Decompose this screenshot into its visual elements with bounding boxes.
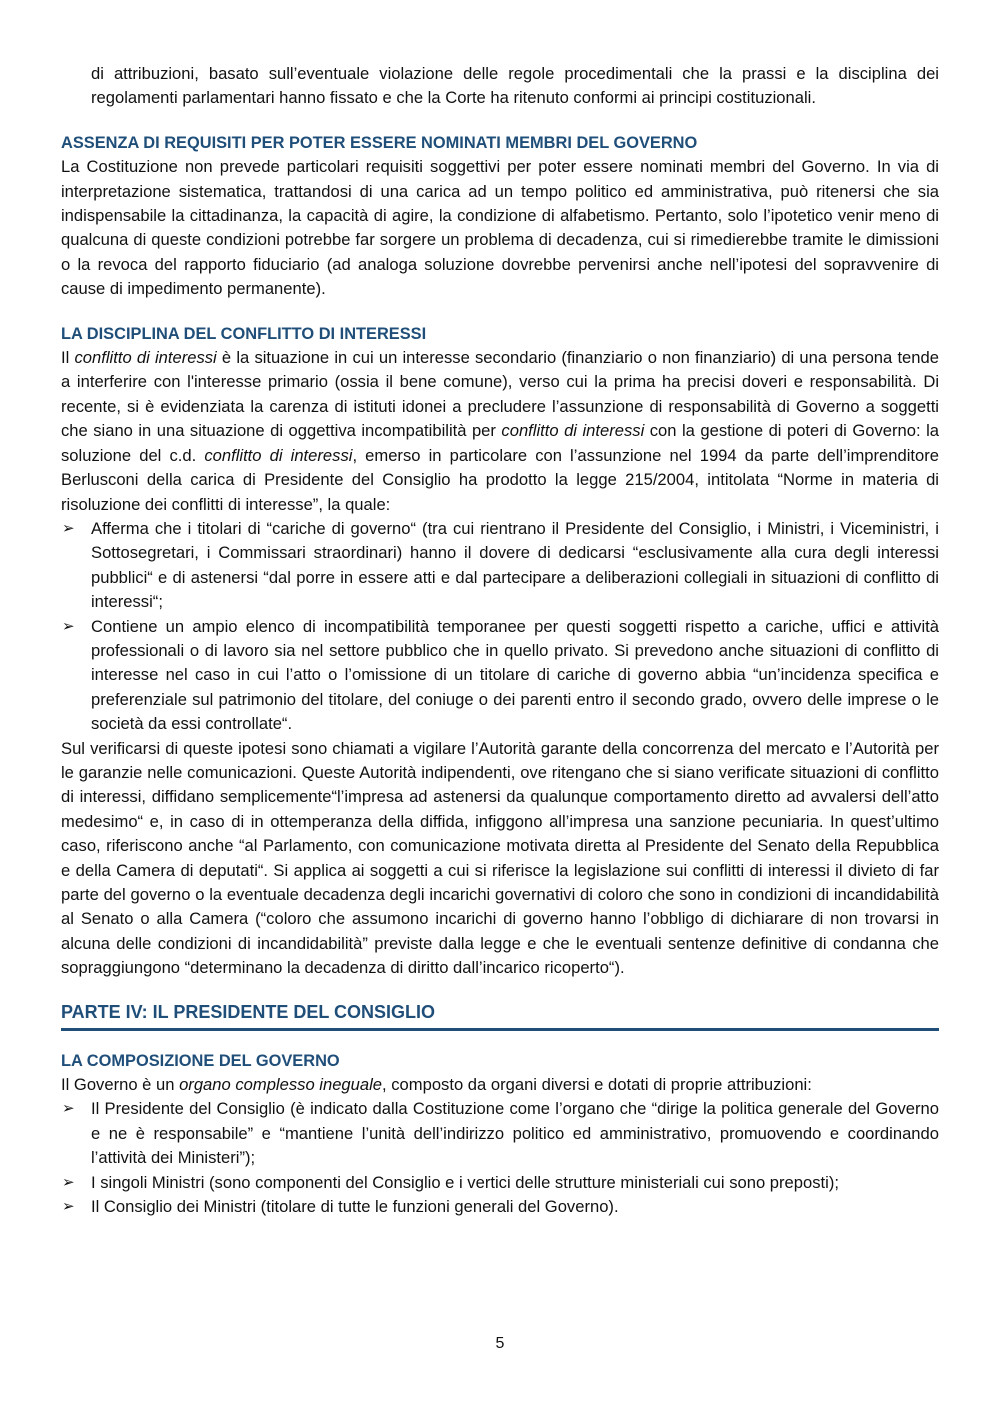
conflitto-bullet-list (61, 517, 939, 737)
list-item (61, 1171, 939, 1195)
italic-term: conflitto di interessi (501, 421, 645, 441)
arrow-bullet-icon: ➢ (62, 617, 75, 635)
arrow-bullet-icon: ➢ (62, 519, 75, 537)
list-item-text: Il Consiglio dei Ministri (titolare di tutte le funzioni generali del Governo). (91, 1197, 619, 1217)
section-conflitto-paragraph-2: Sul verificarsi di queste ipotesi sono chiamati a vigilare l’Autorità garante della concorrenza del mercato e l’Autorità per le garanzie nelle comunicazioni. Queste Autorità indipendenti, ove ritengano che si siano verificate situazioni di conflitto di interessi, diffidano semplicemente“l’impresa ad astenersi da qualunque comportamento diretto ad avvalersi dell’atto medesimo“ e, in caso di in ottemperanza della diffida, infiggono all’impresa una sanzione pecuniaria. In quest’ultimo caso, riferiscono anche “al Parlamento, con comunicazione motivata diretta al Presidente del Senato della Repubblica e della Camera di deputati“. Si applica ai soggetti a cui si riferisce la legislazione sui conflitti di interessi il divieto di far parte del governo o la eventuale decadenza degli incarichi governativi di coloro che sono in condizioni di incandidabilità al Senato o alla Camera (“coloro che assumono incarichi di governo hanno l’obbligo di dichiarare di non trovarsi in alcuna delle condizioni di incandidabilità” previste dalla legge e che le eventuali sentenze definitive di condanna che sopraggiungono “determinano la decadenza di diritto dall’incarico ricoperto“). (61, 738, 939, 978)
section-heading-composizione: LA COMPOSIZIONE DEL GOVERNO (61, 1051, 340, 1070)
section-heading-conflitto: LA DISCIPLINA DEL CONFLITTO DI INTERESSI (61, 324, 427, 343)
text-span: con la gestione di poteri di Governo: la soluzione del c.d. (61, 421, 939, 465)
arrow-bullet-icon: ➢ (62, 1100, 75, 1118)
document-page (61, 62, 939, 1219)
text-span: , composto da organi diversi e dotati di proprie attribuzioni: (382, 1075, 812, 1095)
text-span: , emerso in particolare con l’assunzione nel 1994 da parte dell’imprenditore Berlusconi della carica di Presidente del Consiglio ha prodotto la legge 215/2004, intitolata “Norme in materia di risoluzione dei conflitti di interesse”, la quale: (61, 445, 939, 514)
list-item (61, 1195, 939, 1219)
composizione-bullet-list (61, 1097, 939, 1219)
text-span: Il (61, 348, 75, 368)
page-number: 5 (495, 1335, 505, 1352)
intro-continuation-paragraph: di attribuzioni, basato sull’eventuale violazione delle regole procedimentali che la prassi e la disciplina dei regolamenti parlamentari hanno fissato e che la Corte ha ritenuto conformi ai principi costituzionali. (91, 64, 939, 108)
list-item (61, 615, 939, 737)
text-span: Il Governo è un (61, 1075, 180, 1095)
list-item-text: I singoli Ministri (sono componenti del Consiglio e i vertici delle strutture ministeriali cui sono preposti); (91, 1172, 839, 1192)
list-item-text: Afferma che i titolari di “cariche di governo“ (tra cui rientrano il Presidente del Consiglio, i Ministri, i Viceministri, i Sottosegretari, i Commissari straordinari) hanno il dovere di dedicarsi “esclusivamente alla cura degli interessi pubblici“ e di astenersi “dal porre in essere atti e dal partecipare a deliberazioni collegiali in situazioni di conflitto di interessi“; (91, 518, 939, 612)
arrow-bullet-icon: ➢ (62, 1198, 75, 1216)
italic-term: conflitto di interessi (74, 348, 217, 368)
section-composizione-intro (61, 1073, 939, 1097)
list-item (61, 517, 939, 615)
section-heading-requisiti: ASSENZA DI REQUISITI PER POTER ESSERE NOMINATI MEMBRI DEL GOVERNO (61, 133, 698, 152)
italic-term: organo complesso ineguale (179, 1075, 383, 1095)
text-span: è la situazione in cui un interesse secondario (finanziario o non finanziario) di una persona tende a interferire con l'interesse primario (ossia il bene comune), verso cui la prima ha precisi doveri e responsabilità. Di recente, si è evidenziata la carenza di istituti idonei a precludere l’assunzione di responsabilità di Governo a soggetti che siano in una situazione di oggettiva incompatibilità per (61, 348, 939, 441)
part-heading: PARTE IV: IL PRESIDENTE DEL CONSIGLIO (61, 999, 939, 1031)
section-conflitto-paragraph-1 (61, 346, 939, 517)
list-item-text: Contiene un ampio elenco di incompatibilità temporanee per questi soggetti rispetto a cariche, uffici e attività professionali o di lavoro sia nel settore pubblico che in quello privato. Si prevedono anche situazioni di conflitto di interesse nel caso in cui l’atto o l’omissione di un titolare di cariche di governo abbia “un’incidenza specifica e preferenziale sul patrimonio del titolare, del coniuge o dei parenti entro il secondo grado, ovvero delle imprese o le società da essi controllate“. (91, 616, 939, 734)
list-item-text: Il Presidente del Consiglio (è indicato dalla Costituzione come l’organo che “dirige la politica generale del Governo e ne è responsabile” e “mantiene l’unità dell’indirizzo politico ed amministrativo, promuovendo e coordinando l’attività dei Ministeri”); (91, 1099, 939, 1168)
arrow-bullet-icon: ➢ (62, 1173, 75, 1191)
list-item (61, 1097, 939, 1170)
italic-term: conflitto di interessi (204, 445, 353, 465)
section-requisiti-body: La Costituzione non prevede particolari requisiti soggettivi per poter essere nominati membri del Governo. In via di interpretazione sistematica, trattandosi di una carica ad un tempo politico ed amministrativa, può ritenersi che sia indispensabile la cittadinanza, la capacità di agire, la condizione di alfabetismo. Pertanto, solo l’ipotetico venir meno di qualcuna di queste condizioni potrebbe far sorgere un problema di decadenza, cui si rimedierebbe tramite le dimissioni o la revoca del rapporto fiduciario (ad analoga soluzione dovrebbe pervenirsi anche nell’ipotesi del sopravvenire di cause di impedimento permanente). (61, 157, 939, 299)
